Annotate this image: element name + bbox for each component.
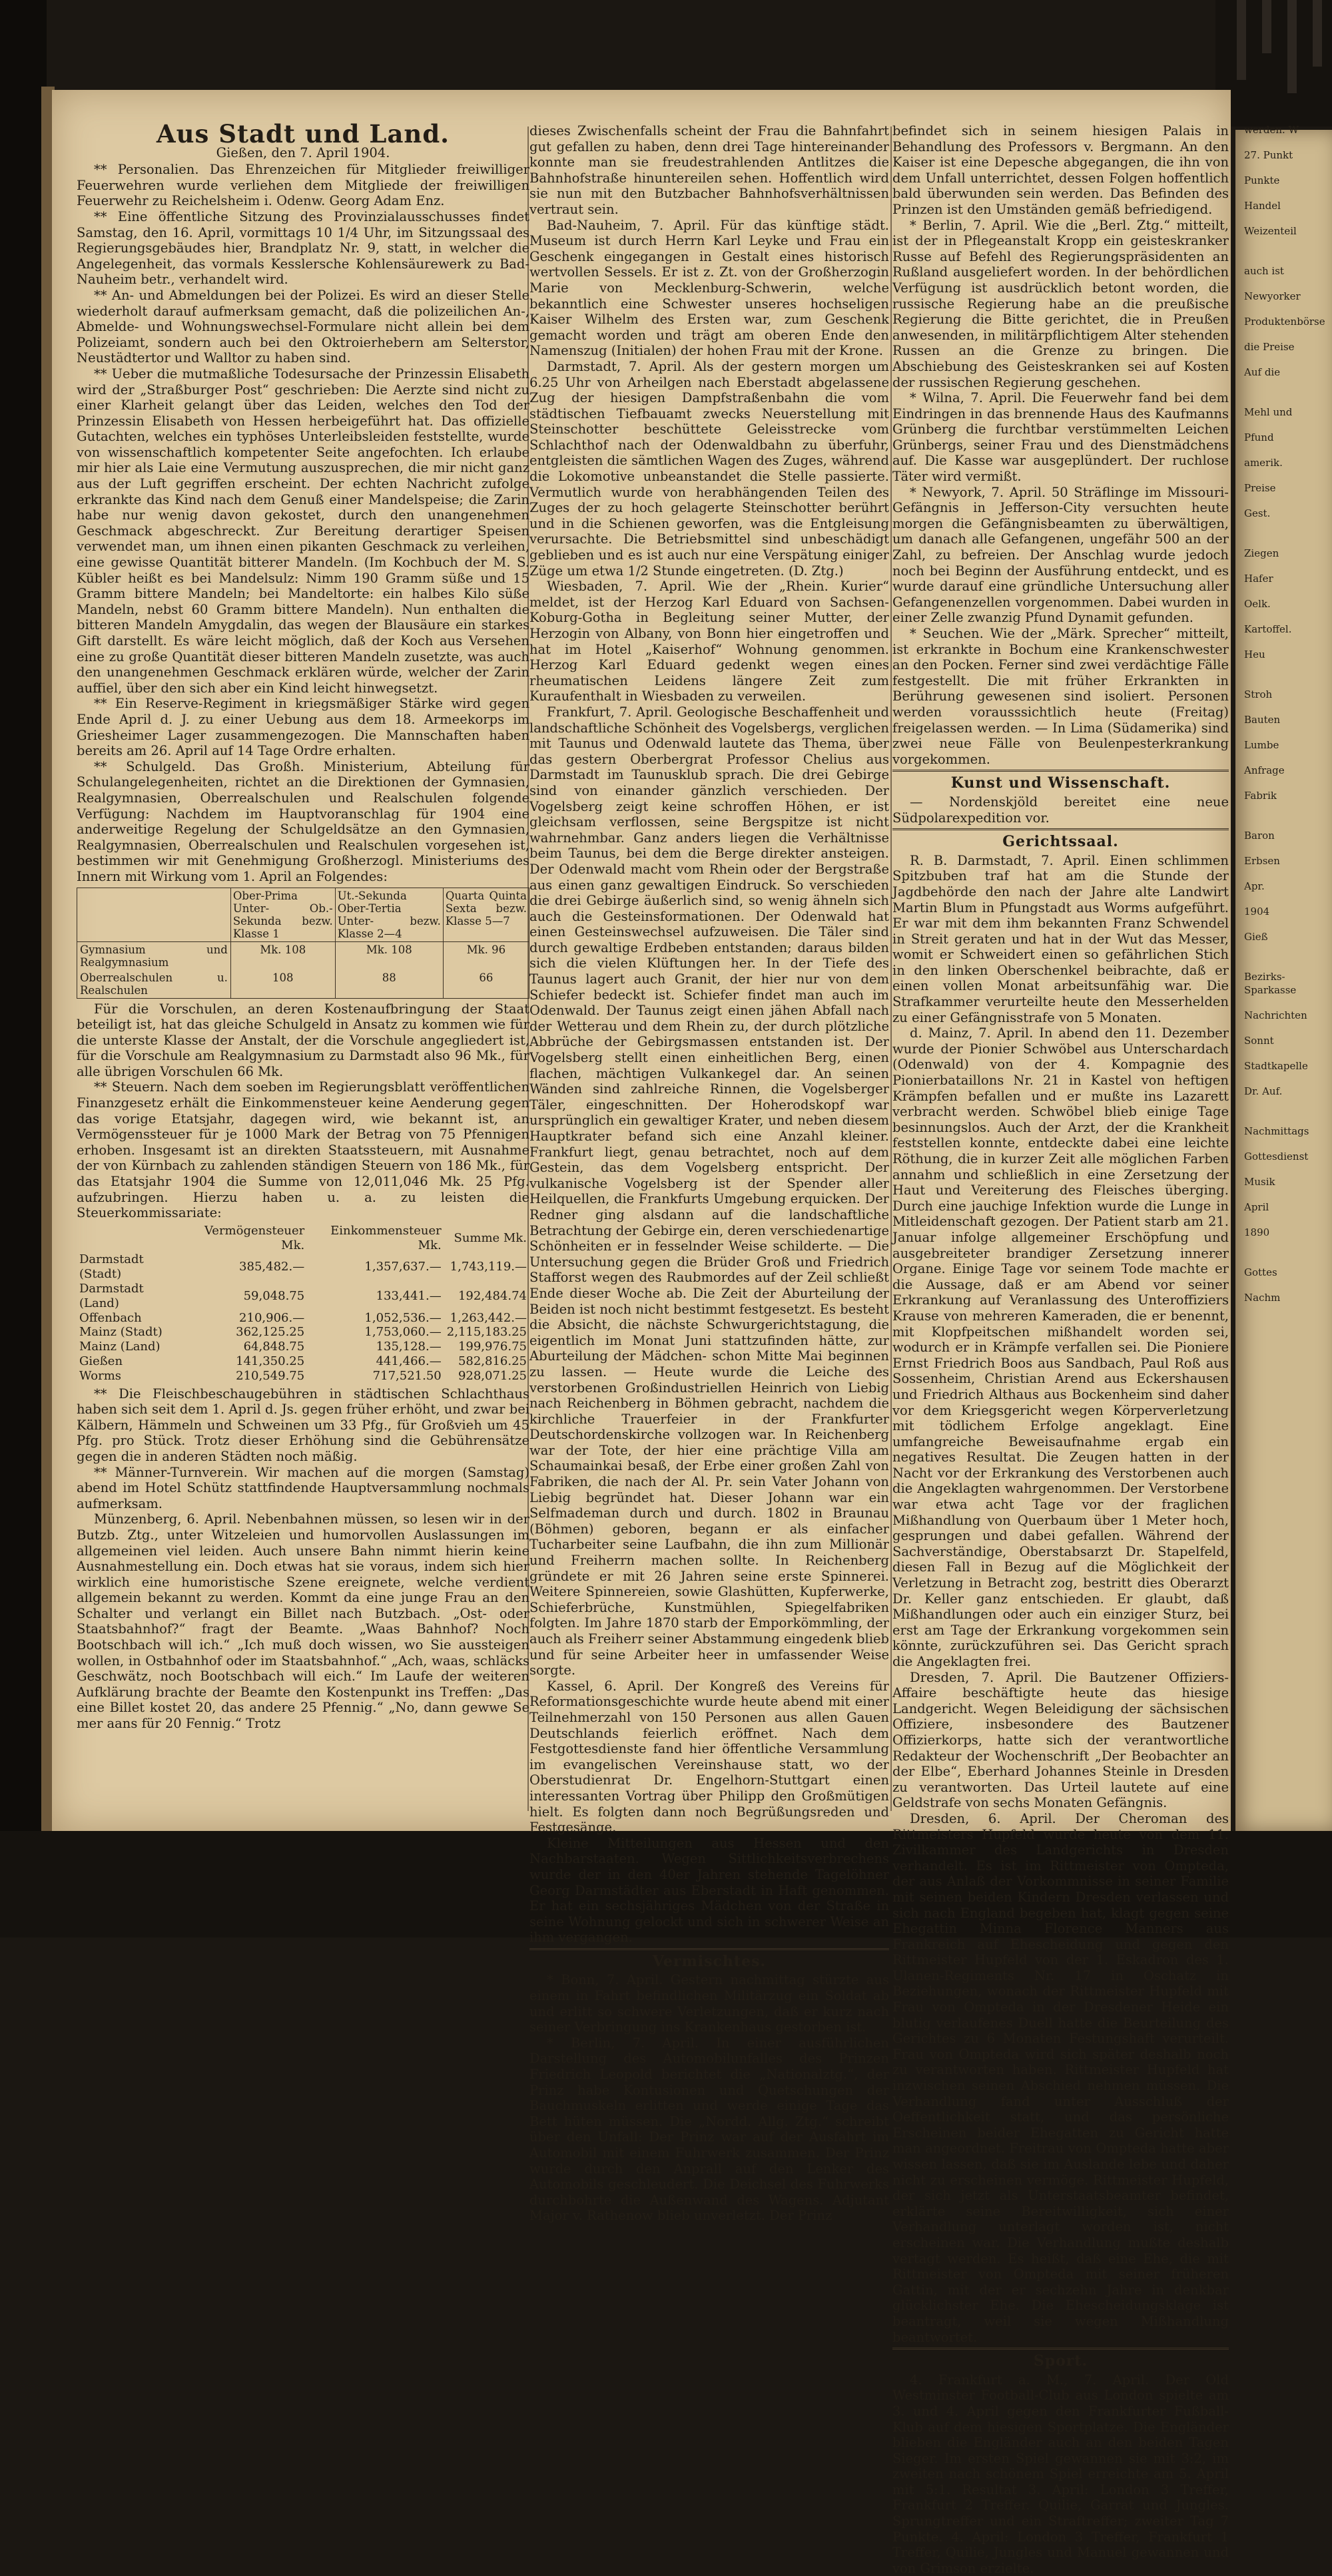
- table-cell: Mk. 96: [443, 941, 529, 970]
- table-cell: Oberrealschulen u. Realschulen: [77, 970, 231, 999]
- table-cell: 210,549.75: [236, 1368, 305, 1383]
- table-cell: 1,052,536.—: [364, 1310, 442, 1325]
- article-paragraph: Kassel, 6. April. Der Kongreß des Vereins für Reformationsgeschichte wurde heute abend mit einer Teilnehmerzahl von 150 Personen aus allen Gauen Deutschlands feierlich eröffnet. Nach dem Festgottesdienste fand hier öffentliche Versammlung im evangelischen Vereinshause statt, wo der Oberstudienrat Dr. Engelhorn-Stuttgart einen interessanten Vortrag über Philipp den Großmütigen hielt. Es folgten dann noch Begrüßungsreden und Festgesänge.: [529, 1678, 889, 1836]
- table-cell: 928,071.25: [458, 1368, 527, 1383]
- table-header-row: [77, 1224, 529, 1253]
- article-paragraph: d. Mainz, 7. April. In abend den 11. Dezember wurde der Pionier Schwöbel aus Unterschardach (Odenwald) von der 4. Kompagnie des Pionierbataillons Nr. 21 in Kastel von heftigen Krämpfen befallen und er mußte ins Lazarett verbracht werden. Schwöbel blieb einige Tage besinnungslos. Auch der Arzt, der die Krankheit feststellen konnte, entdeckte dabei eine leichte Röthung, die in kurzer Zeit alle möglichen Farben annahm und schließlich in eine Zersetzung der Haut und Vereiterung des Fleisches überging. Durch eine jauchige Infektion wurde die Lunge in Mitleidenschaft gezogen. Der Patient starb am 21. Januar infolge allgemeiner Erschöpfung und ausgebreiteter brandiger Zersetzung innerer Organe. Einige Tage vor seinem Tode machte er die Aussage, daß er am Abend vor seiner Erkrankung auf Veranlassung des Unteroffiziers Krause von mehreren Kameraden, die er benennt, mit Klopfpeitschen mißhandelt worden sei, wodurch er in Krämpfe verfallen sei. Die Pioniere Ernst Friedrich Boos aus Sandbach, Paul Roß aus Sossenheim, Christian Arend aus Eckershausen und Friedrich Althaus aus Bockenheim sind daher vor dem Kriegsgericht wegen Körperverletzung mit tödlichem Erfolge angeklagt. Eine umfangreiche Beweisaufnahme ergab ein negatives Resultat. Die Zeugen hatten in der Nacht vor der Erkrankung des Verstorbenen auch die Angeklagten wahrgenommen. Der Verstorbene war etwa acht Tage vor der fraglichen Mißhandlung von Querbaum über 1 Meter hoch, gesprungen und dabei gefallen. Während der Sachverständige, Oberstabsarzt Dr. Stapelfeld, diesen Fall in Bezug auf die Möglichkeit der Verletzung in Betracht zog, bestritt dies Oberarzt Dr. Keller ganz entschieden. Er glaubt, daß Mißhandlungen oder auch ein einziger Sturz, bei erst am Tage der Erkrankung vorgekommen sein könnte, zurückzuführen sei. Das Gericht sprach die Angeklagten frei.: [892, 1025, 1229, 1669]
- article-paragraph: Münzenberg, 6. April. Nebenbahnen müssen, so lesen wir in der Butzb. Ztg., unter Witzeleien und humorvollen Auslassungen im allgemeinen viel leiden. Auch unsere Bahn nimmt hierin keine Ausnahmestellung ein. Doch etwas hat sie voraus, indem sich hier wirklich eine humoristische Szene ereignete, welche verdient allgemein bekannt zu werden. Kommt da eine junge Frau an den Schalter und verlangt ein Billet nach Butzbach. „Ost- oder Staatsbahnhof?“ fragt der Beamte. „Waas Bahnhof? Noch Bootschbach will ich.“ „Ich muß doch wissen, wo Sie aussteigen wollen, in Ostbahnhof oder im Staatsbahnhof.“ „Ach, waas, schläcks Geschwätz, noch Bootschbach will eich.“ Im Laufe der weiteren Aufklärung brachte der Beamte den Kostenpunkt ins Treffen: „Das eine Billet kostet 20, das andere 25 Pfennig.“ „No, dann gewwe Se mer aans für 20 Fennig.“ Trotz: [77, 1511, 529, 1732]
- binder-tabs: [1215, 0, 1332, 127]
- article-paragraph: — Nordenskjöld bereitet eine neue Südpolarexpedition vor.: [892, 794, 1229, 826]
- fragment-line: Bauten: [1244, 714, 1281, 726]
- section-heading: Kunst und Wissenschaft.: [950, 774, 1171, 792]
- table-cell: Darmstadt (Stadt): [79, 1252, 144, 1282]
- section-heading: Gerichtssaal.: [1002, 833, 1119, 851]
- fragment-line: Ziegen: [1244, 547, 1279, 559]
- table-cell: Darmstadt (Land): [79, 1282, 144, 1310]
- table-row: [77, 1325, 529, 1340]
- table-cell: Mainz (Stadt): [79, 1325, 163, 1340]
- table-cell: 66: [443, 970, 529, 999]
- article-paragraph: Für die Vorschulen, an deren Kostenaufbringung der Staat beteiligt ist, hat das gleiche Schulgeld in Ansatz zu kommen wie für die unterste Klasse der Anstalt, der die Vorschule angegliedert ist, für die Vorschule am Realgymnasium zu Darmstadt also 96 Mk., für alle übrigen Vorschulen 66 Mk.: [77, 1001, 529, 1079]
- fragment-line: Apr.: [1244, 880, 1265, 892]
- table-cell: Gymnasium und Realgymnasium: [77, 941, 231, 970]
- table-cell: 385,482.—: [239, 1260, 305, 1274]
- table-row: [77, 1311, 529, 1326]
- fragment-line: Nachmittags: [1244, 1125, 1309, 1137]
- tax-table: [77, 1224, 529, 1384]
- fragment-line: Produktenbörse: [1244, 316, 1325, 328]
- fragment-line: Sonnt: [1244, 1035, 1274, 1047]
- section-title: Aus Stadt und Land.: [156, 119, 450, 148]
- fragment-line: Gieß: [1244, 931, 1268, 943]
- fragment-line: Punkte: [1244, 174, 1280, 186]
- fragment-line: Lumbe: [1244, 739, 1279, 751]
- column-2: [529, 123, 889, 2224]
- article-paragraph: ** Personalien. Das Ehrenzeichen für Mitglieder freiwilliger Feuerwehren wurde verliehen dem Mitgliede der freiwilligen Feuerwehr zu Reichelsheim i. Odenw. Georg Adam Enz.: [77, 162, 529, 209]
- table-row: [77, 941, 529, 970]
- table-row: [77, 970, 529, 999]
- table-header: Ober-Prima Unter- Ob.-Sekunda bezw. Klasse 1: [230, 888, 335, 941]
- fragment-line: Newyorker: [1244, 290, 1301, 302]
- table-cell: 582,816.25: [458, 1354, 527, 1368]
- fragment-line: Stroh: [1244, 688, 1273, 700]
- fragment-line: Fabrik: [1244, 790, 1277, 802]
- scan-border: [0, 0, 47, 1937]
- article-paragraph: Dresden, 7. April. Die Bautzener Offiziers-Affaire beschäftigte heute das hiesige Landgericht. Wegen Beleidigung der sächsischen Offiziere, insbesondere des Bautzener Offizierkorps, hatte sich der verantwortliche Redakteur der Wochenschrift „Der Beobachter an der Elbe“, Eberhard Johannes Steinle in Dresden zu verantworten. Das Urteil lautete auf eine Geldstrafe von sechs Monaten Gefängnis.: [892, 1669, 1229, 1811]
- article-paragraph: befindet sich in seinem hiesigen Palais in Behandlung des Professors v. Bergmann. An den Kaiser ist eine Depesche abgegangen, die ihn von dem Unfall unterrichtet, dessen Folgen hoffentlich bald überwunden sein werden. Das Befinden des Prinzen ist den Umständen gemäß befriedigend.: [892, 123, 1229, 217]
- table-cell: 717,521.50: [372, 1368, 442, 1383]
- fragment-line: Anfrage: [1244, 764, 1285, 776]
- table-header: [77, 1224, 181, 1253]
- fragment-line: Auf die: [1244, 366, 1281, 378]
- fragment-line: Heu: [1244, 648, 1265, 660]
- fragment-line: Mehl und: [1244, 406, 1293, 418]
- table-cell: 362,125.25: [236, 1325, 305, 1340]
- fragment-line: Dr. Auf.: [1244, 1085, 1283, 1097]
- article-paragraph: Bad-Nauheim, 7. April. Für das künftige städt. Museum ist durch Herrn Karl Leyke und Frau ein Geschenk eingegangen in Gestalt eines historisch wertvollen Sessels. Er ist z. Zt. von der Großherzogin Marie von Mecklenburg-Schwerin, welche bekanntlich eine Schwester unseres hochseligen Kaiser Wilhelm des Ersten war, zum Geschenk gemacht worden und trägt am oberen Ende den Namenszug (Initialen) der hohen Frau mit der Krone.: [529, 217, 889, 359]
- table-cell: 1,743,119.—: [450, 1260, 527, 1274]
- table-cell: Mainz (Land): [79, 1340, 161, 1354]
- table-cell: Mk. 108: [230, 941, 335, 970]
- table-header: Summe Mk.: [454, 1230, 527, 1245]
- article-paragraph: * Seuchen. Wie der „Märk. Sprecher“ mitteilt, ist erkrankte in Bochum eine Krankenschwester an den Pocken. Ferner sind zwei verdächtige Fälle festgestellt. Die mit früher Erkrankten in Berührung gewesenen sind isoliert. Personen werden vorausssichtlich heute (Freitag) freigelassen werden. — In Lima (Südamerika) sind zwei neue Fälle von Beulenpesterkrankung vorgekommen.: [892, 626, 1229, 767]
- article-paragraph: Darmstadt, 7. April. Als der gestern morgen um 6.25 Uhr von Arheilgen nach Eberstadt abgelassene Zug der hiesigen Dampfstraßenbahn die vom städtischen Tiefbauamt zwecks Neuerstellung mit Steinschotter beschüttete Geleisstrecke vom Schlachthof nach der Odenwaldbahn zu überfuhr, entgleisten die sämtlichen Wagen des Zuges, während die Lokomotive unbeanstandet die Stelle passierte. Vermutlich wurde von herabhängenden Teilen des Zuges der zu hoch gelagerte Steinschotter berührt und in die Schienen geworfen, was die Entgleisung verursachte. Die Betriebsmittel sind unbeschädigt geblieben und es ist auch nur eine Verspätung einiger Züge um etwa 1/2 Stunde eingetreten. (D. Ztg.): [529, 358, 889, 579]
- adjacent-page-fragment: [1244, 123, 1331, 1316]
- fragment-line: Bezirks-Sparkasse: [1244, 971, 1297, 996]
- column-rule: [890, 127, 892, 1811]
- fragment-line: Gest.: [1244, 507, 1271, 519]
- table-cell: Offenbach: [79, 1310, 142, 1325]
- article-paragraph: Frankfurt, 7. April. Geologische Beschaffenheit und landschaftliche Schönheit des Vogelsbergs, verglichen mit Taunus und Odenwald lautete das Thema, über das gestern Oberbergrat Professor Chelius aus Darmstadt im Taunusklub sprach. Die drei Gebirge sind von einander gänzlich verschieden. Der Vogelsberg zeigt keine schroffen Höhen, er ist gleichsam verflossen, seine Bergspitze ist nicht wahrnehmbar. Ganz anders liegen die Verhältnisse beim Taunus, bei dem die Berge direkter ansteigen. Der Odenwald macht vom Rhein oder der Bergstraße aus einen ganz gewaltigen Eindruck. So verschieden die drei Gebirge äußerlich sind, so wenig ähneln sich auch die Gesteinsformationen. Der Odenwald hat einen Gesteinswechsel aufzuweisen. Die Täler sind durch gewaltige Erdbeben entstanden; daraus bilden sich die vielen Klüftungen her. In der Tiefe des Taunus lagert auch Granit, der hier nur von dem Schiefer bedeckt ist. Schiefer findet man auch im Odenwald. Der Taunus zeigt einen jähen Abfall nach der Wetterau und dem Rhein zu, der durch plötzliche Abbrüche der Gebirgsmassen entstanden ist. Der Vogelsberg stellt einen einheitlichen Berg, einen flachen, mächtigen Vulkankegel dar. An seinen Wänden sind zahlreiche Rinnen, die Vogelsberger Täler, eingeschnitten. Der Hoherodskopf war ursprünglich ein gewaltiger Krater, und neben diesem Hauptkrater befand sich eine Anzahl kleiner. Frankfurt liegt, genau betrachtet, noch auf dem Gestein, das dem Vogelsberg entspricht. Der vulkanische Vogelsberg ist der Spender aller Heilquellen, die Frankfurts Umgebung erquicken. Der Redner ging alsdann auf die landschaftliche Betrachtung der Gebirge ein, deren verschiedenartige Schönheiten er in fesselnder Weise schilderte. — Die Untersuchung gegen die Brüder Groß und Friedrich Stafforst wegen des Raubmordes auf der Zeil schließt Ende dieser Woche ab. Die Zeit der Aburteilung der Beiden ist noch nicht bestimmt festgesetzt. Es besteht die Absicht, die nächste Schwurgerichtstagung, die eigentlich im Monat Juni stattzufinden hätte, zur Aburteilung der Mädchen- schon Mitte Mai beginnen zu lassen. — Heute wurde die Leiche des verstorbenen Großindustriellen Heinrich von Liebig nach Reichenberg in Böhmen gebracht, nachdem die kirchliche Trauerfeier in der Frankfurter Deutschordenskirche vollzogen war. In Reichenberg war der Tote, der hier eine prächtige Villa am Schaumainkai besaß, der Erbe einer großen Zahl von Fabriken, die nach der Al. Pr. sein Vater Johann von Liebig begründet hat. Dieser Johann war ein Selfmademan durch und durch. 1802 in Braunau (Böhmen) geboren, begann er als einfacher Tucharbeiter seine Laufbahn, die ihn zum Millionär und Freiherrn machen sollte. In Reichenberg gründete er mit 26 Jahren seine erste Spinnerei. Weitere Spinnereien, sowie Glashütten, Kupferwerke, Schieferbrüche, Kunstmühlen, Spiegelfabriken folgten. Im Jahre 1870 starb der Emporkömmling, der auch als Freiherr seiner Abstammung eingedenk blieb und für seine Arbeiter heer in umfassender Weise sorgte.: [529, 704, 889, 1678]
- fragment-line: amerik.: [1244, 457, 1283, 469]
- fragment-line: Baron: [1244, 830, 1275, 842]
- fragment-line: Gottesdienst: [1244, 1151, 1309, 1162]
- fragment-line: Erbsen: [1244, 855, 1280, 867]
- fragment-line: Stadtkapelle: [1244, 1060, 1308, 1072]
- section-heading: Sport.: [1033, 2352, 1088, 2370]
- section-divider: [892, 828, 1229, 830]
- article-paragraph: ** Ueber die mutmaßliche Todesursache der Prinzessin Elisabeth wird der „Straßburger Post“ geschrieben: Die Aerzte sind nicht zu einer Klarheit gelangt über das Leiden, welches den Tod der Prinzessin Elisabeth von Hessen herbeigeführt hat. Das offizielle Gutachten, welches ein typhöses Unterleibsleiden feststellte, wurde von wissenschaftlich kompetenter Seite angefochten. Ich erlaube mir hier als Laie eine Vermutung auszusprechen, die mir nicht ganz aus der Luft gegriffen erscheint. Der echten Nachricht zufolge erkrankte das Kind nach dem Genuß einer Mandelspeise; die Zarin habe nur wenig davon gekostet, durch den unangenehmen Geschmack abgeschreckt. Zur Bereitung derartiger Speisen verwendet man, um ihnen einen pikanten Geschmack zu verleihen, eine gewisse Quantität bitterer Mandeln. (Im Kochbuch der M. S. Kübler heißt es bei Mandelsulz: Nimm 190 Gramm süße und 15 Gramm bittere Mandeln; bei Mandeltorte: ein halbes Kilo süße Mandeln, nebst 60 Gramm bittere Mandeln). Nun enthalten die bitteren Mandeln Amygdalin, das wegen der Blausäure ein starkes Gift darstellt. Es wäre leicht möglich, daß der Koch aus Versehen eine zu große Quantität dieser bitteren Mandeln zusetzte, was auch den unangenehmen Geschmack erklären würde, welcher der Zarin auffiel, über den sich aber ein Kind leicht hinwegsetzt.: [77, 366, 529, 696]
- article-paragraph: 4. Frankfurt a. M., 7. April. Der Old Westminster Football-Club aus London spielte am 3. und 4. April gegen den Frankfurter Fußball-Klub auf dem hiesigen Sportplatze. Die Engländer blieben die Engländer auch an den beiden Tagen Sieger. Im ersten Spiel gewannen sie mit 3:2, im zweiten nach schönem Spiel erreichte am 5. April mit 5:1. Resultat 3. April: London 3 Treffer, Frankfurt 2 Treffer. Quilie, Garrat und Jungles. Sprungtreffer und ein Straftreffer; zweiter Tag 7 Punkte. 4. April: London 3 Treffer, Frankfurt 1 Treffer, Quilie, Jungles und Manuel gewannen und von Grimson erzielte.: [892, 2372, 1229, 2576]
- fragment-line: Hafer: [1244, 573, 1273, 585]
- table-cell: Gießen: [79, 1354, 123, 1368]
- fragment-line: auch ist: [1244, 265, 1284, 277]
- section-divider: [892, 770, 1229, 772]
- table-cell: 1,753,060.—: [364, 1325, 442, 1340]
- table-cell: 141,350.25: [236, 1354, 305, 1368]
- table-cell: 133,441.—: [376, 1288, 442, 1303]
- article-paragraph: * Wilna, 7. April. Die Feuerwehr fand bei dem Eindringen in das brennende Haus des Kaufmanns Grünberg die furchtbar verstümmelten Leichen Grünbergs, seiner Frau und des Dienstmädchens auf. Die Kasse war ausgeplündert. Der ruchlose Täter wird vermißt.: [892, 390, 1229, 485]
- table-row: [77, 1354, 529, 1369]
- table-header: Vermögensteuer Mk.: [204, 1223, 305, 1252]
- table-cell: 59,048.75: [243, 1288, 305, 1303]
- article-paragraph: * Berlin, 7. April. Wie die „Berl. Ztg.“ mitteilt, ist der in Pflegeanstalt Kropp ein geisteskranker Russe auf Befehl des Regierungspräsidenten an Rußland ausgeliefert worden. In der behördlichen Verfügung ist ausdrücklich betont worden, die russische Regierung habe an die preußische Regierung die Bitte gerichtet, die in Preußen anwesenden, in militärpflichtigem Alter stehenden Russen an die Grenze zu bringen. Die Abschiebung des Geisteskranken sei auf Kosten der russischen Regierung geschehen.: [892, 217, 1229, 390]
- fragment-line: Nachrichten: [1244, 1009, 1307, 1021]
- article-paragraph: dieses Zwischenfalls scheint der Frau die Bahnfahrt gut gefallen zu haben, denn drei Tage hintereinander konnte man sie freudestrahlenden Antlitzes die Bahnhofstraße hinuntereilen sehen. Hoffentlich wird sie nun mit den Butzbacher Bahnhofsverhältnissen vertraut sein.: [529, 123, 889, 217]
- fragment-line: Gottes: [1244, 1266, 1277, 1278]
- table-header-row: [77, 888, 529, 941]
- article-paragraph: * Bonn, 7. April. Gestern nachmittag stürzte aus einem in Fahrt befindlichen Militärzug ein Soldat ab und erlitt so schwere Verletzungen, daß er kurz nach seiner Verbringung ins Krankenhaus gestorben ist.: [529, 1972, 889, 2035]
- table-cell: 135,128.—: [376, 1340, 442, 1354]
- table-header: Einkommensteuer Mk.: [330, 1223, 442, 1252]
- article-paragraph: Dresden, 6. April. Der Cheroman des Rittmeisters Hupfeld wurde heute von dem 11. Zivilkammer des Landgerichts in Dresden verhandelt. Es ist im Rittmeister von Ompteda, der aus Anlaß der Vorkommnisse in seiner Familie mit seinen beiden Kindern Dresden verlassen und sich nach England begeben hat, klagt gegen seine Ehegattin Minna Florence Manners aus Frankreich auf Ehescheidung und gegen den Rittmeister Hupfeld von der 1. Eskadron des 1. Ulanen-Regiments Nr. 17 in Oschatz in Beziehungen, wonach der Rittmeister Hupfeld mit Frau von Ompteda in der Dresdener Heide ein blutig verlaufenes Duell hatte die Beurteilung des Gerichtes zu 6 Monaten Festungshaft verurteilt. Frau von Ompteda wird sich später deshalb noch zu verantworten haben. Rittmeister Hupfeld hat inzwischen seinen Abschied nehmen müssen. Die Verhandlung fand unter Ausschluß der Oeffentlichkeit statt, und das persönliche Erscheinen beider Ehegatten zu Gericht hatte man angeordnet. Freitrau von Ompteda hatte aber wissen lassen, daß sie im Auslande lebe und daher nicht zu erscheinen vermöge. Rittmeister Hupfeld, der sich jetzt als Unterstaatsbeamter befindet, erklärte seine Bereitwilligkeit, sich einer Verhandlung unterlagt worden ist, nicht erscheinen war. Die Verhandlung mußte deshalb vertagt werden. Es heißt, daß eine Ehe, die mit Rittmeister von Ompteda mit seiner früheren Gattin, mit der er sechzehn Jahre in denkbar glücklichster Ehe. Die Ehescheidungsklage ist beantragt, weil sie wegen Mißhandlung beantwortet.: [892, 1810, 1229, 2345]
- table-cell: 64,848.75: [243, 1340, 305, 1354]
- table-cell: 210,906.—: [239, 1310, 305, 1325]
- table-row: [77, 1340, 529, 1354]
- fragment-line: 1904: [1244, 905, 1270, 917]
- fragment-line: Handel: [1244, 200, 1281, 212]
- fragment-line: 1890: [1244, 1226, 1270, 1238]
- column-3: [892, 123, 1229, 2576]
- fragment-line: werden. W: [1244, 124, 1299, 136]
- section-divider: [892, 2348, 1229, 2350]
- tuition-table: [77, 888, 529, 999]
- table-cell: 88: [335, 970, 443, 999]
- table-header: Quarta Quinta Sexta bezw. Klasse 5—7: [443, 888, 529, 941]
- table-cell: 108: [230, 970, 335, 999]
- article-paragraph: * Berlin, 7. April. In einer ausführlichen Darstellung des Automobilunfalles des Prinzen Friedrich Leopold berichtet die „Nationalztg.“, der Prinz habe Kontusionen und Quetschungen der Bauchmuskeln erlitten und werde einige Tage das Bett hüten müssen. Die „Nordd. Allg. Ztg.“ schreibt über den Unfall: Der Prinz war auf der Ausfahrt im Automobil mit einem Fuhrwerk zusammen. Der Prinz wurde durch den Anprall auf den Lenker des Automobils geschleudert. Die Deichsel des Fuhrwerks durchbohrte die Außenwand des Wagens. Adjutant Major v. Rathenow blieb unverletzt. Der Prinz: [529, 2035, 889, 2224]
- fragment-line: 27. Punkt: [1244, 149, 1293, 161]
- article-paragraph: ** Schulgeld. Das Großh. Ministerium, Abteilung für Schulangelegenheiten, richtet an die Direktionen der Gymnasien, Realgymnasien, Oberrealschulen und Realschulen folgende Verfügung: Nachdem im Hauptvoranschlag für 1904 eine anderweitige Regelung der Schulgeldsätze an den Gymnasien, Realgymnasien, Oberrealschulen und Realschulen vorgesehen ist, bestimmen wir mit Genehmigung Großherzogl. Ministeriums des Innern mit Wirkung vom 1. April an Folgendes:: [77, 758, 529, 884]
- table-cell: 2,115,183.25: [446, 1325, 527, 1340]
- article-paragraph: * Newyork, 7. April. 50 Sträflinge im Missouri-Gefängnis in Jefferson-City versuchten heute morgen die Gefängnisbeamten zu überwältigen, um danach alle Gefangenen, ungefähr 500 an der Zahl, zu befreien. Der Anschlag wurde jedoch noch bei Beginn der Ausführung entdeckt, und es wurde darauf eine gründliche Untersuchung aller Gefangenenzellen vorgenommen. Dabei wurden in einer Zelle zwanzig Pfund Dynamit gefunden.: [892, 484, 1229, 626]
- table-cell: 1,263,442.—: [450, 1310, 527, 1325]
- article-paragraph: Wiesbaden, 7. April. Wie der „Rhein. Kurier“ meldet, ist der Herzog Karl Eduard von Sachsen-Koburg-Gotha in Begleitung seiner Mutter, der Herzogin von Albany, von Bonn hier eingetroffen und hat im Hotel „Kaiserhof“ Wohnung genommen. Herzog Karl Eduard gedenkt wegen eines rheumatischen Leidens längere Zeit zum Kuraufenthalt in Wiesbaden zu verweilen.: [529, 579, 889, 704]
- fragment-line: die Preise: [1244, 341, 1295, 353]
- table-cell: 1,357,637.—: [364, 1260, 442, 1274]
- table-header: [77, 888, 231, 941]
- section-heading: Vermischtes.: [652, 1952, 767, 1970]
- column-1: [77, 119, 529, 1732]
- table-row: [77, 1369, 529, 1384]
- article-paragraph: ** Ein Reserve-Regiment in kriegsmäßiger Stärke wird gegen Ende April d. J. zu einer Uebung aus dem 18. Armeekorps im Griesheimer Lager zusammengezogen. Die Mannschaften haben bereits am 26. April auf 14 Tage Ordre erhalten.: [77, 696, 529, 759]
- section-divider: [529, 1948, 889, 1950]
- table-row: [77, 1282, 529, 1311]
- article-paragraph: ** An- und Abmeldungen bei der Polizei. Es wird an dieser Stelle wiederholt darauf aufmerksam gemacht, daß die polizeilichen An-, Abmelde- und Wohnungswechsel-Formulare nicht allein bei dem Polizeiamt, sondern auch bei den Oktroierhebern am Selterstor, Neustädtertor und Walltor zu haben sind.: [77, 287, 529, 366]
- article-paragraph: ** Eine öffentliche Sitzung des Provinzialausschusses findet Samstag, den 16. April, vormittags 10 1/4 Uhr, im Sitzungssaal des Regierungsgebäudes hier, Brandplatz Nr. 9, statt, in welcher die Angelegenheit, das vormals Kesslersche Kohlensäurewerk zu Bad-Nauheim betr., verhandelt wird.: [77, 208, 529, 288]
- dateline: Gießen, den 7. April 1904.: [216, 144, 390, 160]
- table-header: Ut.-Sekunda Ober-Tertia Unter- bezw. Klasse 2—4: [335, 888, 443, 941]
- table-cell: Worms: [79, 1368, 122, 1383]
- fragment-line: Weizenteil: [1244, 225, 1297, 237]
- table-cell: Mk. 108: [335, 941, 443, 970]
- fragment-line: April: [1244, 1201, 1269, 1213]
- fragment-line: Oelk.: [1244, 598, 1271, 610]
- fragment-line: Preise: [1244, 482, 1276, 494]
- article-paragraph: ** Männer-Turnverein. Wir machen auf die morgen (Samstag) abend im Hotel Schütz stattfindende Hauptversammlung nochmals aufmerksam.: [77, 1464, 529, 1511]
- table-cell: 441,466.—: [376, 1354, 442, 1368]
- fragment-line: Musik: [1244, 1176, 1275, 1188]
- table-row: [77, 1252, 529, 1282]
- article-paragraph: Kleine Mitteilungen aus Hessen und den Nachbarstaaten. Wegen Sittlichkeitsverbrechens wurde der in den 40er Jahren stehende Tagelöhner Georg Darmstädter aus Eberstadt in Haft genommen. Er hat ein sechsjähriges Mädchen von der Straße in seine Wohnung gelockt und sich in schwerer Weise an ihm vergangen.: [529, 1835, 889, 1945]
- fragment-line: Nachm: [1244, 1292, 1281, 1304]
- table-cell: 192,484.74: [458, 1288, 527, 1303]
- fragment-line: Kartoffel.: [1244, 623, 1292, 635]
- fragment-line: Pfund: [1244, 431, 1274, 443]
- article-paragraph: ** Steuern. Nach dem soeben im Regierungsblatt veröffentlichen Finanzgesetz erhält die Einkommensteuer keine Aenderung gegen das vorige Etatsjahr, dagegen wird, wie bekannt ist, an Vermögenssteuer für je 1000 Mark der Betrag von 75 Pfennigen erhoben. Insgesamt ist an direkten Staatssteuern, mit Ausnahme der von Kürnbach zu zahlenden ständigen Steuern von 186 Mk., für das Etatsjahr 1904 die Summe von 12,011,046 Mk. 25 Pfg. aufzubringen. Hierzu haben u. a. zu leisten die Steuerkommissariate:: [77, 1079, 529, 1221]
- table-cell: 199,976.75: [458, 1340, 527, 1354]
- article-paragraph: ** Die Fleischbeschaugebühren in städtischen Schlachthaus haben sich seit dem 1. April d. Js. gegen früher erhöht, und zwar bei Kälbern, Hämmeln und Schweinen um 33 Pfg., für Großvieh um 45 Pfg. pro Stück. Trotz dieser Erhöhung sind die Gebührensätze gegen die in anderen Städten noch mäßig.: [77, 1386, 529, 1464]
- article-paragraph: R. B. Darmstadt, 7. April. Einen schlimmen Spitzbuben traf hat am die Stunde der Jagdbehörde den nach der Jahre alte Landwirt Martin Blum in Pfungstadt aus Worms aufgeführt. Er war mit dem ihm bekannten Franz Schwendel in Streit geraten und hat in der Wut das Messer, womit er Schweidert einen so gefährlichen Stich in den linken Oberschenkel beibrachte, daß er einen vollen Monat arbeitsunfähig war. Die Strafkammer verurteilte heute den Messerhelden zu einer Gefängnisstrafe von 5 Monaten.: [892, 852, 1229, 1025]
